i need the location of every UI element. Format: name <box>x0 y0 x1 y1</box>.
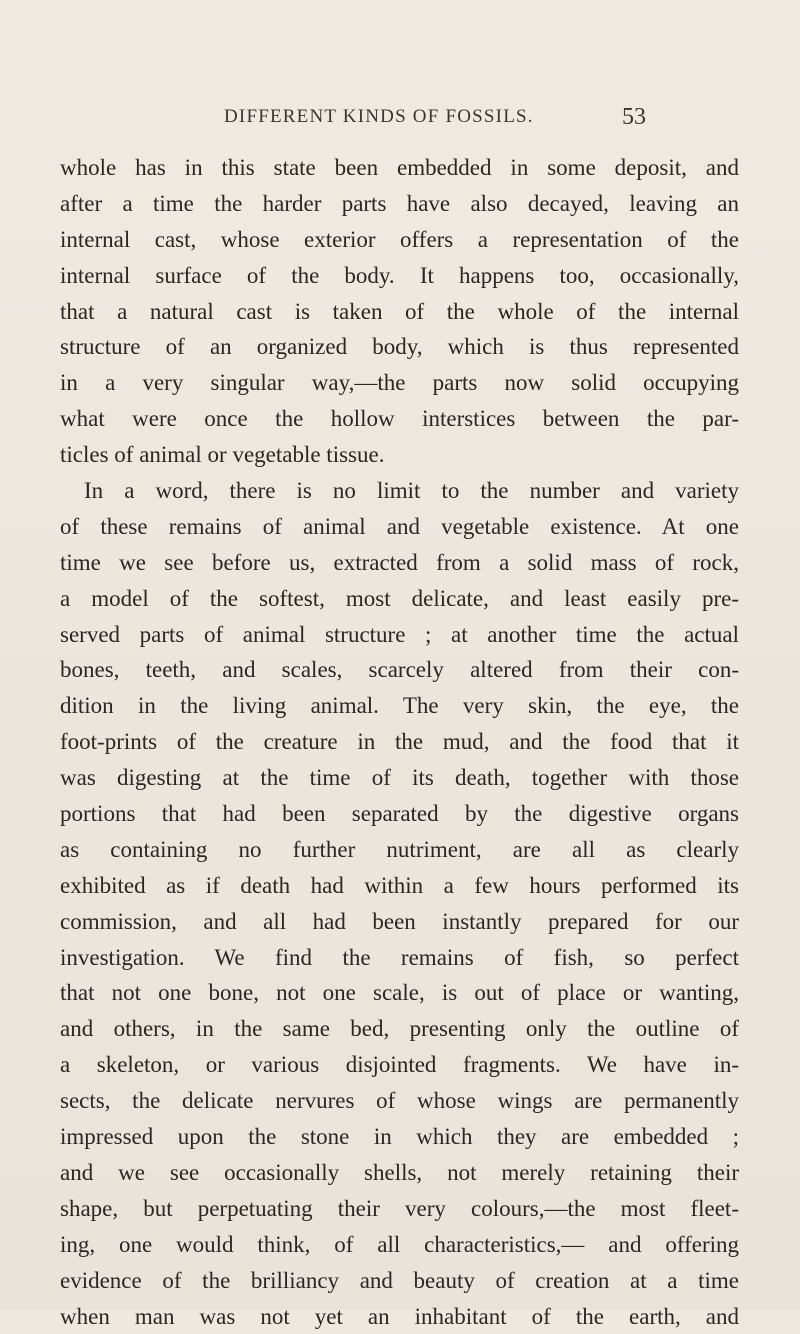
text-line: internal surface of the body. It happens too, occasionally, <box>60 258 739 294</box>
text-line: in a very singular way,—the parts now solid occupying <box>60 365 739 401</box>
page-number: 53 <box>622 104 646 131</box>
text-line: exhibited as if death had within a few hours performed its <box>60 868 739 904</box>
text-line: bones, teeth, and scales, scarcely altered from their con- <box>60 652 739 688</box>
text-line: evidence of the brilliancy and beauty of creation at a time <box>60 1263 739 1299</box>
text-line: foot-prints of the creature in the mud, and the food that it <box>60 724 739 760</box>
text-line: was digesting at the time of its death, together with those <box>60 760 739 796</box>
text-line: served parts of animal structure ; at another time the actual <box>60 617 739 653</box>
text-line: whole has in this state been embedded in some deposit, and <box>60 150 739 186</box>
text-line: of these remains of animal and vegetable existence. At one <box>60 509 739 545</box>
text-line: dition in the living animal. The very skin, the eye, the <box>60 688 739 724</box>
body-text <box>60 150 739 1334</box>
running-title: DIFFERENT KINDS OF FOSSILS. <box>224 106 674 136</box>
text-line: time we see before us, extracted from a solid mass of rock, <box>60 545 739 581</box>
text-line: portions that had been separated by the digestive organs <box>60 796 739 832</box>
text-line: ticles of animal or vegetable tissue. <box>60 437 739 473</box>
text-line: when man was not yet an inhabitant of the earth, and <box>60 1299 739 1334</box>
text-line: a model of the softest, most delicate, and least easily pre- <box>60 581 739 617</box>
text-line: after a time the harder parts have also decayed, leaving an <box>60 186 739 222</box>
text-line: shape, but perpetuating their very colours,—the most fleet- <box>60 1191 739 1227</box>
text-line: what were once the hollow interstices between the par- <box>60 401 739 437</box>
text-line: investigation. We find the remains of fish, so perfect <box>60 940 739 976</box>
text-line: that not one bone, not one scale, is out of place or wanting, <box>60 975 739 1011</box>
text-line: a skeleton, or various disjointed fragments. We have in- <box>60 1047 739 1083</box>
text-line: and we see occasionally shells, not merely retaining their <box>60 1155 739 1191</box>
text-line: and others, in the same bed, presenting only the outline of <box>60 1011 739 1047</box>
text-line: that a natural cast is taken of the whole of the internal <box>60 294 739 330</box>
text-line: commission, and all had been instantly prepared for our <box>60 904 739 940</box>
text-line: structure of an organized body, which is thus represented <box>60 329 739 365</box>
text-line: impressed upon the stone in which they are embedded ; <box>60 1119 739 1155</box>
text-line: internal cast, whose exterior offers a representation of the <box>60 222 739 258</box>
text-line: ing, one would think, of all characteristics,— and offering <box>60 1227 739 1263</box>
text-line: sects, the delicate nervures of whose wings are permanently <box>60 1083 739 1119</box>
text-line: In a word, there is no limit to the number and variety <box>60 473 739 509</box>
text-line: as containing no further nutriment, are all as clearly <box>60 832 739 868</box>
